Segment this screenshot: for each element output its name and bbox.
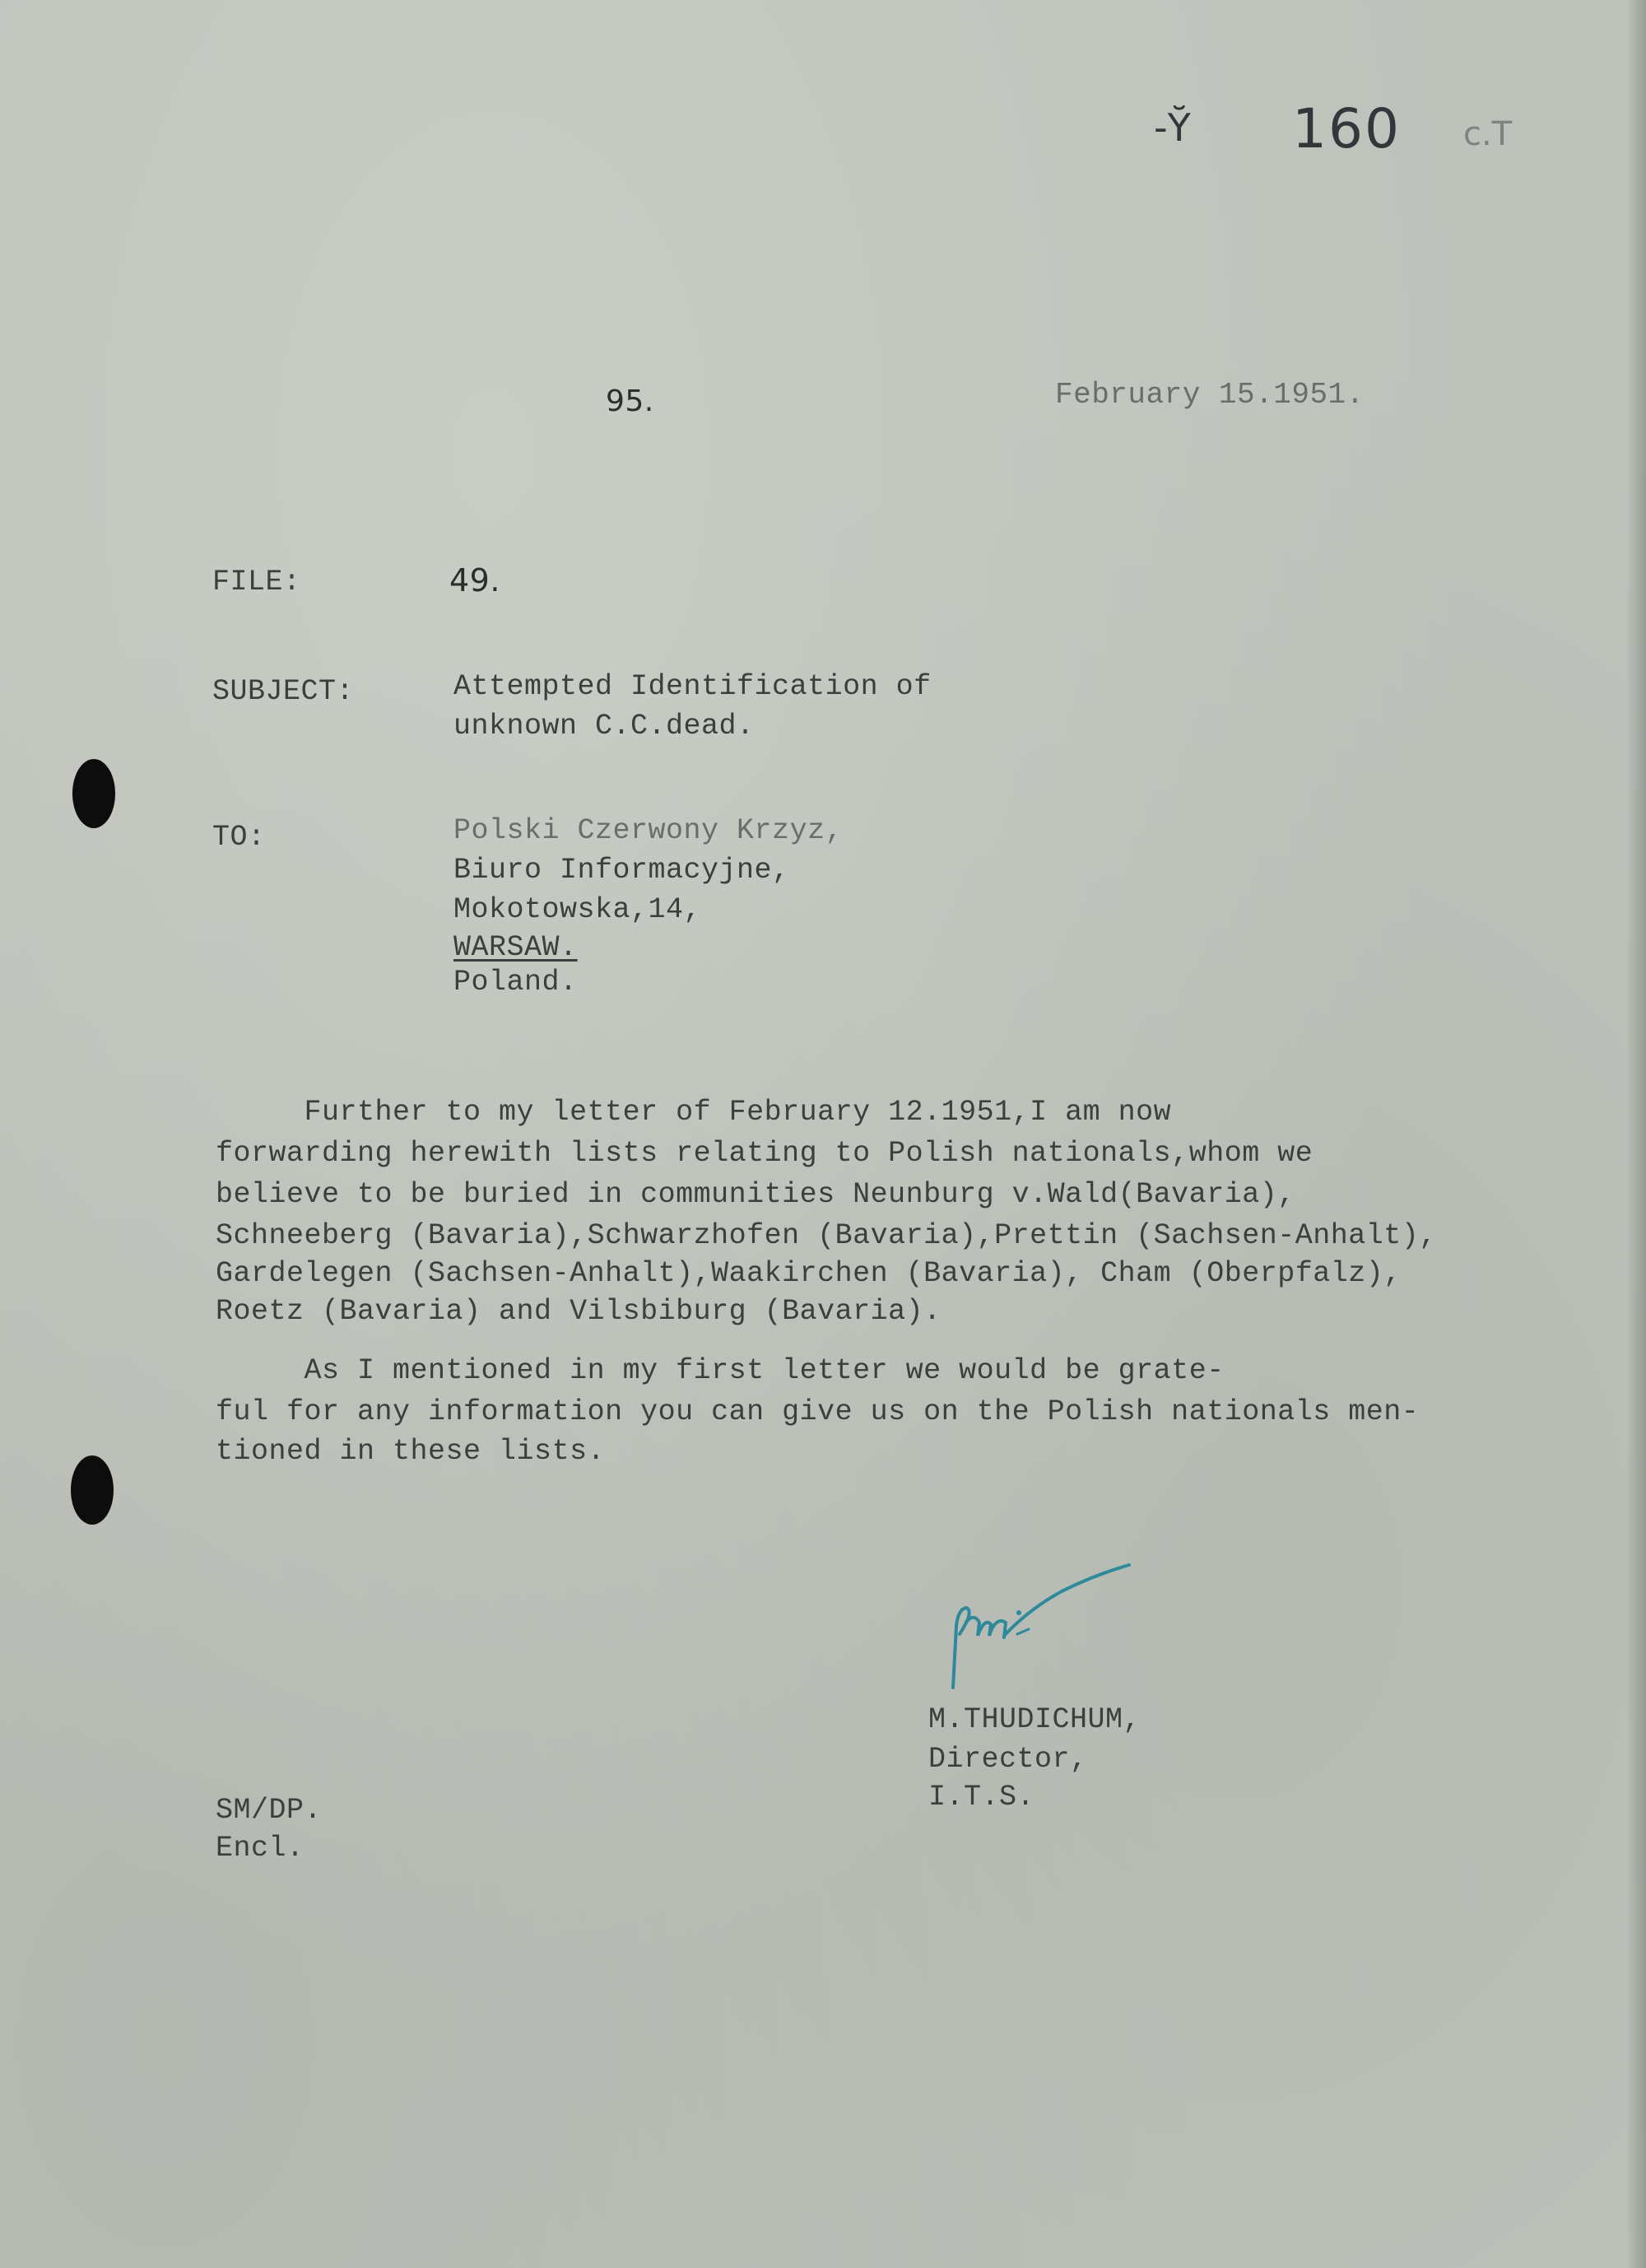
archive-stamp-number: 160: [1292, 97, 1401, 161]
body-p2-line-1: As I mentioned in my first letter we would be grate-: [216, 1354, 1225, 1387]
letter-date: February 15.1951.: [1055, 378, 1365, 412]
subject-line-2: unknown C.C.dead.: [453, 710, 755, 743]
typist-initials: SM/DP.: [216, 1794, 323, 1827]
signatory-name: M.THUDICHUM,: [928, 1703, 1142, 1736]
subject-label: SUBJECT:: [212, 675, 355, 708]
archive-stamp-prefix: -Ῠ: [1154, 105, 1191, 150]
body-p1-line-2: forwarding herewith lists relating to Polish nationals,whom we: [216, 1137, 1314, 1170]
body-p1-line-3: believe to be buried in communities Neunburg v.Wald(Bavaria),: [216, 1178, 1295, 1211]
handwritten-signature: [938, 1544, 1152, 1708]
body-p2-line-2: ful for any information you can give us on the Polish nationals men-: [216, 1395, 1420, 1428]
body-p1-line-1: Further to my letter of February 12.1951,I am now: [216, 1096, 1172, 1129]
body-p1-line-6: Roetz (Bavaria) and Vilsbiburg (Bavaria).: [216, 1295, 942, 1328]
address-line-1: Polski Czerwony Krzyz,: [453, 814, 844, 847]
signatory-title: Director,: [928, 1743, 1088, 1776]
address-line-5: Poland.: [453, 966, 578, 999]
body-p2-line-3: tioned in these lists.: [216, 1435, 606, 1468]
to-label: TO:: [212, 821, 266, 854]
punch-hole-top: [72, 759, 115, 828]
punch-hole-bottom: [71, 1455, 114, 1525]
address-line-3: Mokotowska,14,: [453, 893, 702, 926]
reference-number: 95.: [606, 384, 654, 418]
body-p1-line-5: Gardelegen (Sachsen-Anhalt),Waakirchen (Bavaria), Cham (Oberpfalz),: [216, 1257, 1402, 1290]
subject-line-1: Attempted Identification of: [453, 670, 932, 703]
address-line-2: Biuro Informacyjne,: [453, 854, 790, 887]
file-label: FILE:: [212, 566, 301, 598]
address-line-4: WARSAW.: [453, 931, 578, 964]
enclosure-note: Encl.: [216, 1832, 305, 1865]
signatory-organization: I.T.S.: [928, 1781, 1035, 1814]
page-edge-shadow: [1626, 0, 1646, 2268]
archive-stamp-suffix: c.T: [1463, 115, 1513, 153]
body-p1-line-4: Schneeberg (Bavaria),Schwarzhofen (Bavaria),Prettin (Sachsen-Anhalt),: [216, 1219, 1437, 1252]
file-value: 49.: [449, 562, 500, 598]
